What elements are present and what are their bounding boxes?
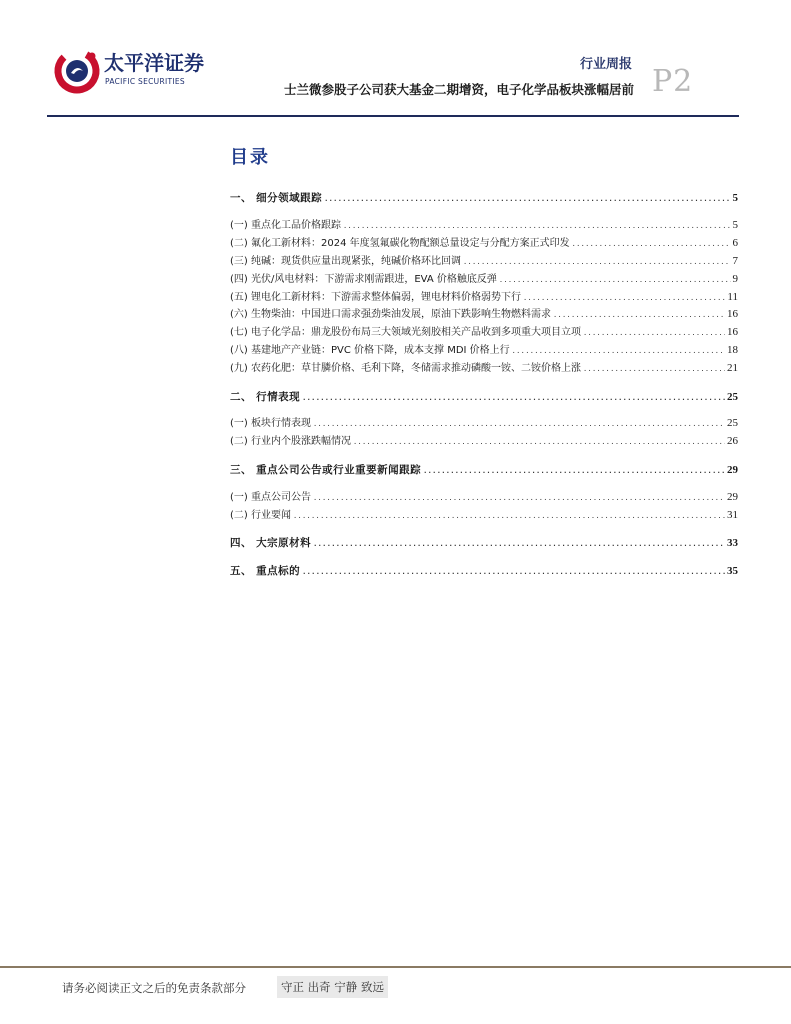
toc-entry-label: (四) 光伏/风电材料：下游需求刚需跟进，EVA 价格触底反弹	[230, 273, 497, 285]
toc-dot-leader	[463, 254, 731, 271]
toc-entry-label: 四、 大宗原材料	[230, 537, 312, 549]
logo-english-name: PACIFIC SECURITIES	[105, 77, 185, 86]
toc-subsection-entry[interactable]	[230, 360, 738, 378]
toc-section-entry[interactable]	[230, 190, 738, 208]
toc-dot-leader	[572, 236, 731, 253]
toc-entry-label: 五、 重点标的	[230, 565, 301, 578]
toc-subsection-entry[interactable]	[230, 342, 738, 360]
toc-entry-page: 7	[732, 254, 738, 267]
toc-section-entry[interactable]	[230, 563, 738, 581]
toc-entry-page: 16	[727, 326, 738, 339]
toc-dot-leader	[343, 218, 731, 235]
toc-entry-page: 29	[727, 463, 738, 476]
toc-entry-label: (二) 行业要闻	[230, 509, 291, 521]
footer-disclaimer: 请务必阅读正文之后的免责条款部分	[62, 981, 246, 995]
toc-dot-leader	[302, 564, 725, 581]
logo-chinese-name: 太平洋证券	[104, 51, 204, 75]
footer-motto: 守正 出奇 宁静 致远	[277, 976, 388, 998]
toc-section-entry[interactable]	[230, 389, 738, 407]
toc-dot-leader	[324, 191, 730, 208]
toc-entry-page: 33	[727, 537, 738, 549]
page-number: P2	[652, 64, 694, 99]
toc-subsection-entry[interactable]	[230, 306, 738, 324]
company-logo	[52, 44, 212, 96]
toc-dot-leader	[313, 490, 725, 507]
toc-entry-label: (一) 板块行情表现	[230, 418, 311, 430]
toc-subsection-entry[interactable]	[230, 507, 738, 525]
toc-entry-page: 21	[727, 362, 738, 375]
toc-subsection-entry[interactable]	[230, 415, 738, 433]
toc-entry-page: 18	[727, 344, 738, 357]
toc-subsection-entry[interactable]	[230, 253, 738, 271]
toc-entry-label: 二、 行情表现	[230, 390, 301, 403]
toc-dot-leader	[553, 307, 725, 324]
toc-dot-leader	[583, 361, 725, 378]
toc-entry-page: 6	[732, 236, 738, 249]
toc-entry-page: 31	[727, 508, 738, 521]
toc-entry-label: (二) 行业内个股涨跌幅情况	[230, 436, 351, 448]
toc-entry-page: 5	[732, 218, 738, 231]
report-headline: 士兰微参股子公司获大基金二期增资，电子化学品板块涨幅居前	[283, 82, 634, 97]
toc-dot-leader	[353, 434, 725, 451]
toc-dot-leader	[313, 536, 725, 553]
table-of-contents	[230, 190, 738, 581]
toc-dot-leader	[423, 463, 725, 480]
toc-entry-label: (一) 重点公司公告	[230, 491, 311, 503]
toc-title: 目录	[230, 147, 270, 168]
toc-entry-page: 9	[732, 272, 738, 285]
toc-subsection-entry[interactable]	[230, 433, 738, 451]
toc-subsection-entry[interactable]	[230, 235, 738, 253]
toc-entry-page: 5	[732, 192, 738, 204]
toc-entry-label: (八) 基建地产产业链：PVC 价格下降，成本支撑 MDI 价格上行	[230, 345, 510, 357]
footer-divider	[0, 966, 791, 968]
toc-subsection-entry[interactable]	[230, 289, 738, 307]
pacific-securities-logo-icon	[52, 44, 106, 98]
toc-subsection-entry[interactable]	[230, 217, 738, 235]
toc-subsection-entry[interactable]	[230, 489, 738, 507]
toc-entry-page: 16	[727, 308, 738, 321]
toc-entry-label: (二) 氟化工新材料：2024 年度氢氟碳化物配额总量设定与分配方案正式印发	[230, 237, 570, 249]
toc-subsection-entry[interactable]	[230, 324, 738, 342]
toc-entry-label: (六) 生物柴油：中国进口需求强劲柴油发展，原油下跌影响生物燃料需求	[230, 309, 551, 321]
toc-dot-leader	[302, 390, 725, 407]
toc-dot-leader	[583, 325, 725, 342]
toc-entry-label: 一、 细分领域跟踪	[230, 192, 323, 204]
toc-dot-leader	[313, 416, 725, 433]
toc-entry-label: (九) 农药化肥：草甘膦价格、毛利下降，冬储需求推动磷酸一铵、二铵价格上涨	[230, 363, 581, 375]
toc-dot-leader	[293, 508, 725, 525]
toc-entry-page: 11	[727, 290, 738, 303]
toc-subsection-entry[interactable]	[230, 271, 738, 289]
toc-entry-label: 三、 重点公司公告或行业重要新闻跟踪	[230, 463, 422, 476]
toc-section-entry[interactable]	[230, 462, 738, 480]
toc-section-entry[interactable]	[230, 535, 738, 553]
toc-entry-label: (三) 纯碱：现货供应量出现紧张，纯碱价格环比回调	[230, 255, 461, 267]
toc-entry-page: 26	[727, 435, 738, 448]
toc-dot-leader	[523, 290, 725, 307]
toc-entry-label: (五) 锂电化工新材料：下游需求整体偏弱，锂电材料价格弱势下行	[230, 291, 521, 303]
toc-entry-page: 29	[727, 490, 738, 503]
toc-entry-page: 25	[727, 417, 738, 430]
report-type-label: 行业周报	[579, 57, 632, 72]
header-divider	[47, 115, 739, 117]
toc-dot-leader	[499, 272, 731, 289]
toc-entry-page: 25	[727, 390, 738, 403]
toc-dot-leader	[512, 343, 725, 360]
toc-entry-label: (七) 电子化学品：鼎龙股份布局三大领域光刻胶相关产品收到多项重大项目立项	[230, 327, 581, 339]
toc-entry-label: (一) 重点化工品价格跟踪	[230, 219, 341, 231]
toc-entry-page: 35	[727, 565, 738, 578]
